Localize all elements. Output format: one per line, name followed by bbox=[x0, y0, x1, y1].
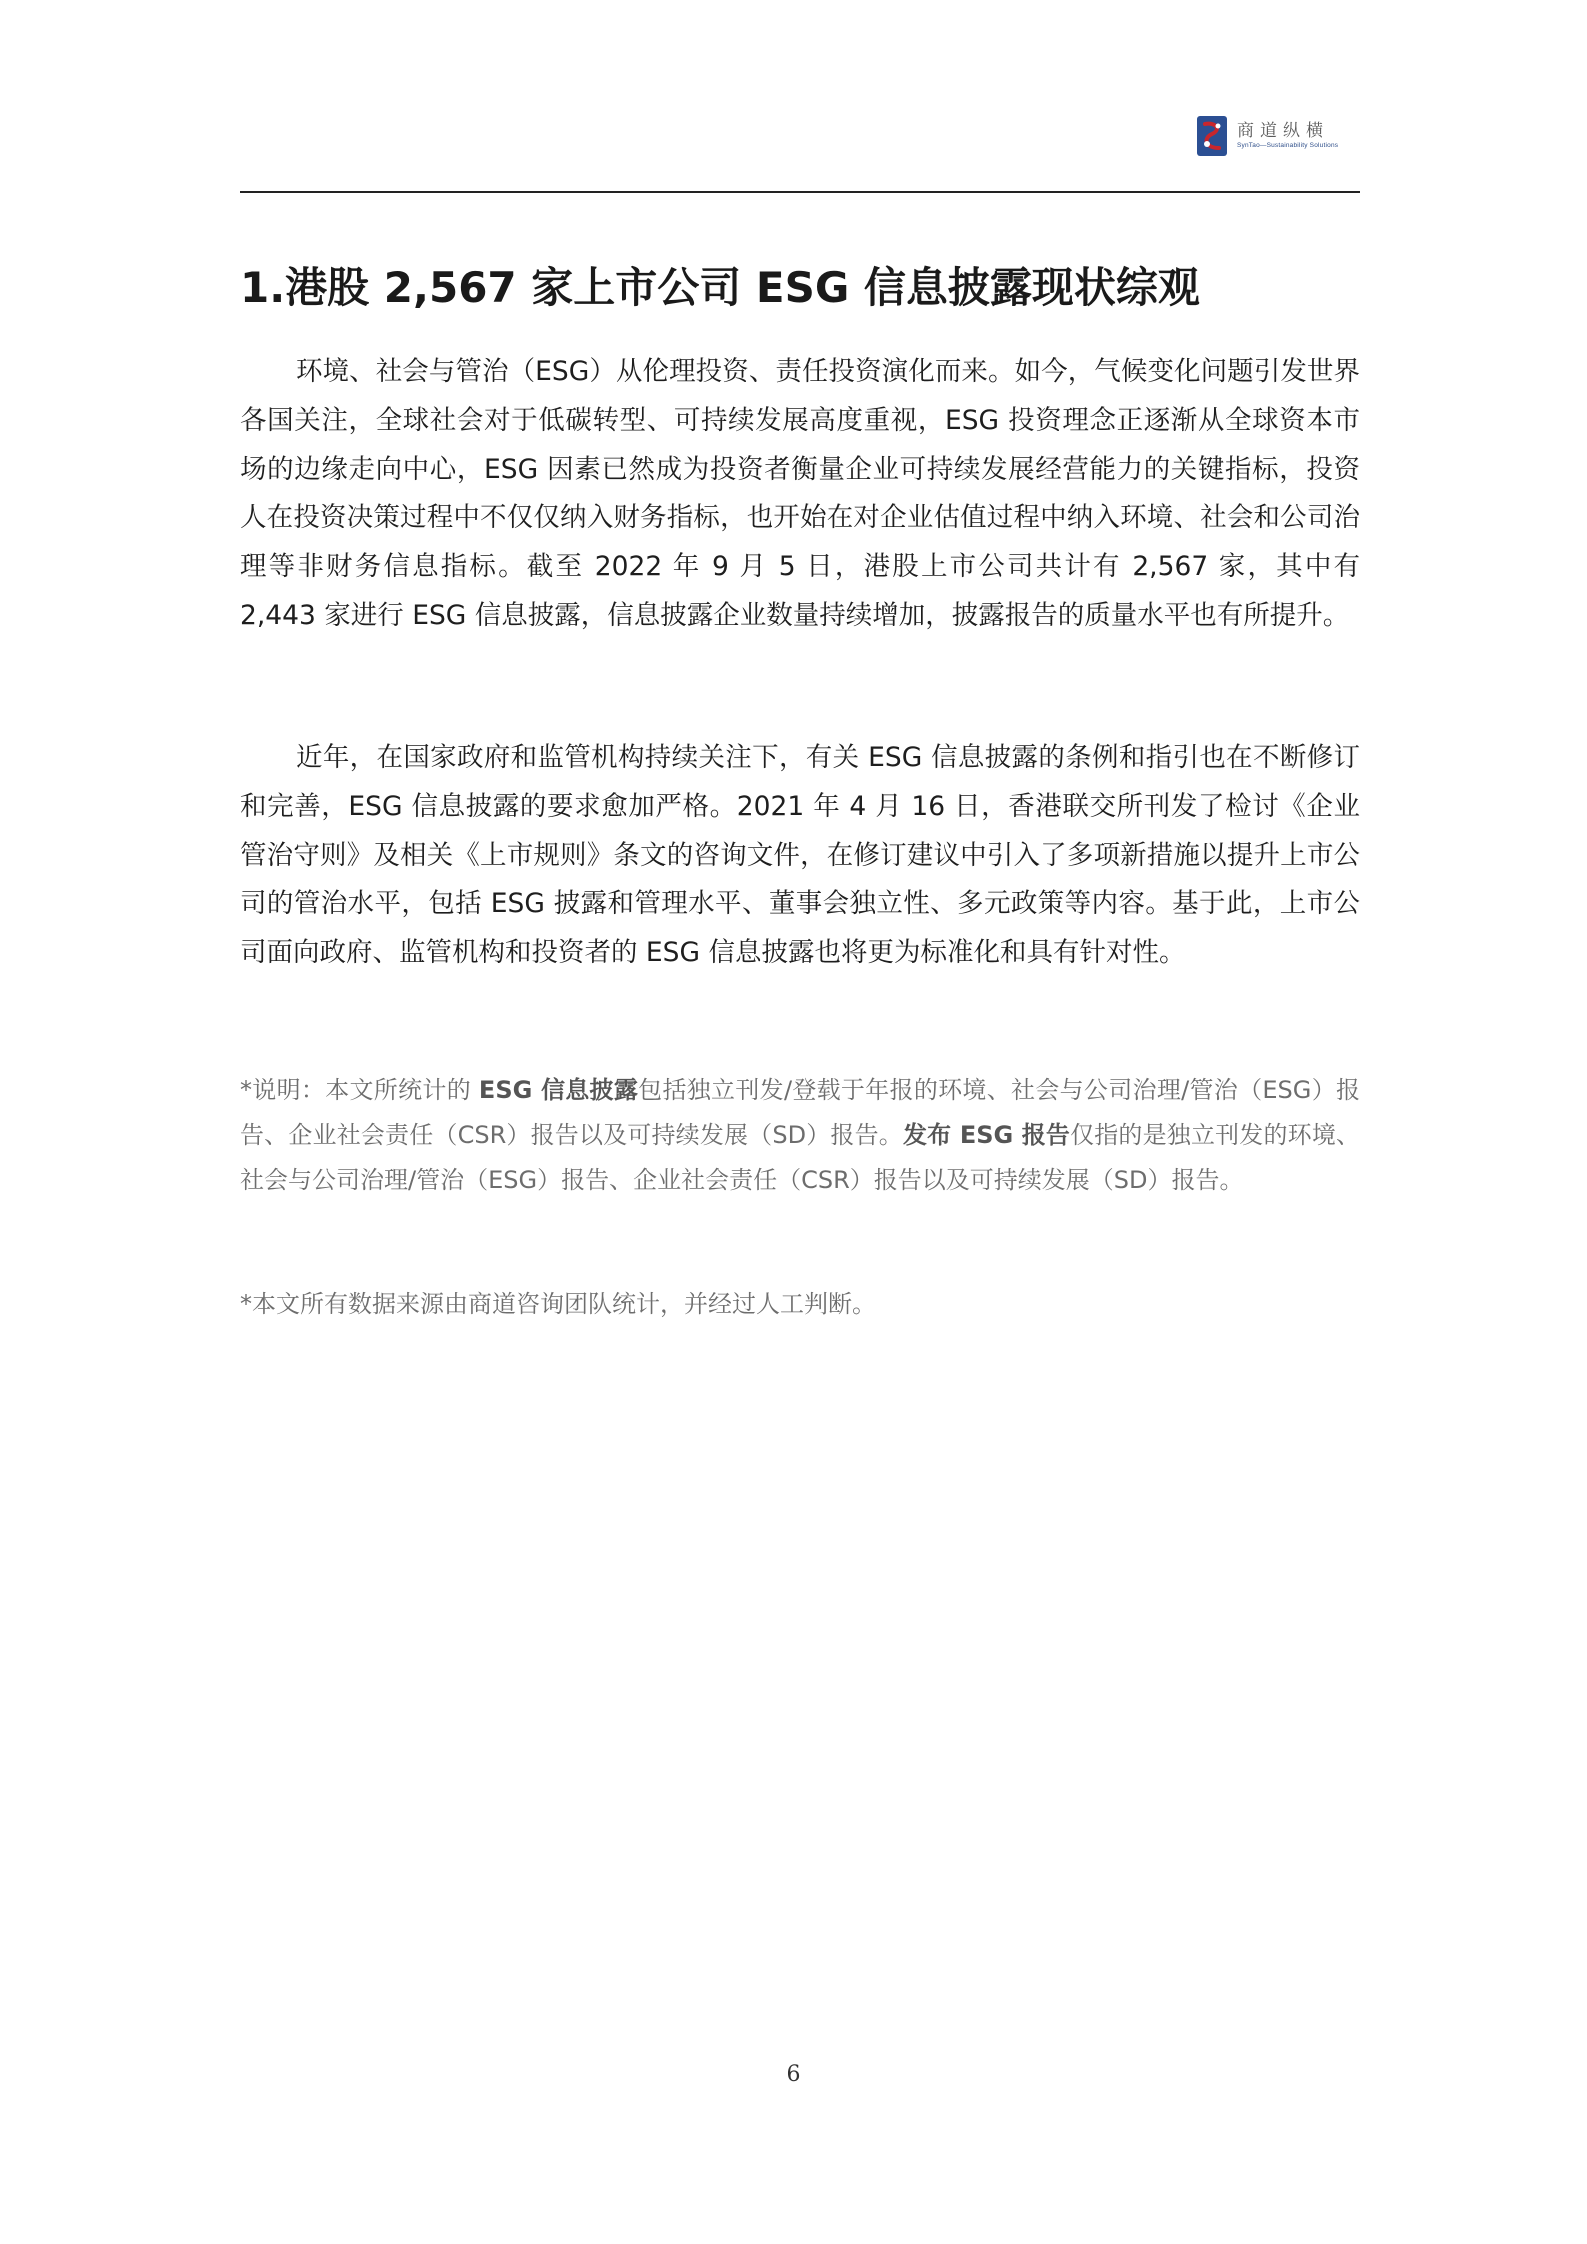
section-title: 1.港股 2,567 家上市公司 ESG 信息披露现状综观 bbox=[240, 263, 1200, 312]
logo-wordmark bbox=[1237, 121, 1338, 151]
note-term-esg-disclosure: ESG 信息披露 bbox=[478, 1076, 639, 1104]
data-source-note: *本文所有数据来源由商道咨询团队统计，并经过人工判断。 bbox=[240, 1290, 876, 1318]
note-definition: 包括独立刊发/登载于年报的环境、社会与公司治理/管治（ESG）报告、企业社会责任（CSR）报告以及可持续发展（SD）报告。 bbox=[240, 1076, 1360, 1149]
header-divider bbox=[240, 191, 1360, 193]
note-prefix: *说明：本文所统计的 bbox=[240, 1076, 479, 1104]
syntao-logo-icon bbox=[1195, 114, 1229, 158]
body-paragraph-2: 近年，在国家政府和监管机构持续关注下，有关 ESG 信息披露的条例和指引也在不断修订和完善，ESG 信息披露的要求愈加严格。2021 年 4 月 16 日，香港联交所刊发了检讨《企业管治守则》及相关《上市规则》条文的咨询文件，在修订建议中引入了多项新措施以提升上市公司的管治水平，包括 ESG 披露和管理水平、董事会独立性、多元政策等内容。基于此，上市公司面向政府、监管机构和投资者的 ESG 信息披露也将更为标准化和具有针对性。 bbox=[240, 742, 1360, 969]
note-suffix: 仅指的是独立刊发的环境、社会与公司治理/管治（ESG）报告、企业社会责任（CSR）报告以及可持续发展（SD）报告。 bbox=[240, 1121, 1361, 1194]
page-header bbox=[240, 108, 1360, 192]
note-term-esg-report: 发布 ESG 报告 bbox=[902, 1121, 1071, 1149]
logo-english-name: SynTao—Sustainability Solutions bbox=[1237, 142, 1339, 149]
body-paragraph-1: 环境、社会与管治（ESG）从伦理投资、责任投资演化而来。如今，气候变化问题引发世界各国关注，全球社会对于低碳转型、可持续发展高度重视，ESG 投资理念正逐渐从全球资本市场的边缘走向中心，ESG 因素已然成为投资者衡量企业可持续发展经营能力的关键指标，投资人在投资决策过程中不仅仅纳入财务指标，也开始在对企业估值过程中纳入环境、社会和公司治理等非财务信息指标。截至 2022 年 9 月 5 日，港股上市公司共计有 2,567 家，其中有 2,443 家进行 ESG 信息披露，信息披露企业数量持续增加，披露报告的质量水平也有所提升。 bbox=[240, 356, 1360, 631]
company-logo bbox=[1195, 108, 1360, 164]
logo-chinese-name: 商道纵横 bbox=[1237, 121, 1329, 141]
explanatory-note bbox=[240, 1068, 1360, 1203]
page-number: 6 bbox=[786, 2062, 801, 2087]
